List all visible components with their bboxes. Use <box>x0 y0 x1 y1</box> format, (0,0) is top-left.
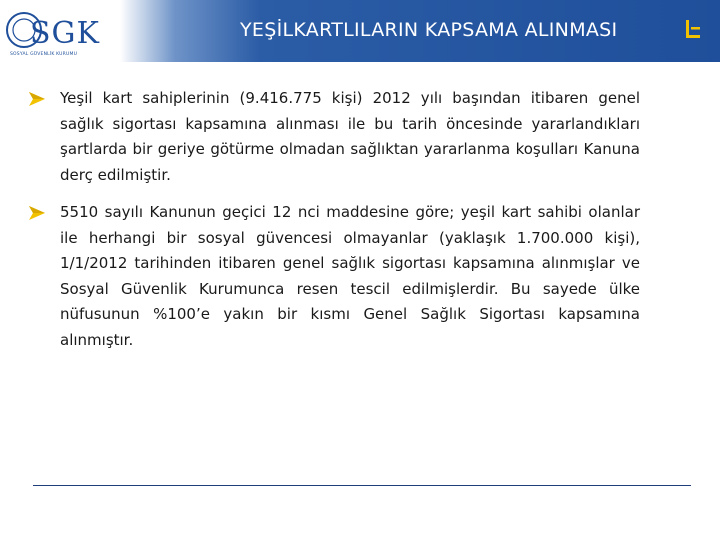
slide-content <box>28 86 640 365</box>
arrow-bullet-icon <box>28 91 46 107</box>
arrow-bullet-icon <box>28 205 46 221</box>
list-item <box>28 86 640 188</box>
page-title: YEŞİLKARTLILARIN KAPSAMA ALINMASI <box>240 19 618 41</box>
logo-text: SGK <box>30 16 100 51</box>
header-bar <box>0 0 720 62</box>
bullet-text: 5510 sayılı Kanunun geçici 12 nci maddesine göre; yeşil kart sahibi olanlar ile herhangi bir sosyal güvencesi olmayanlar (yaklaşık 1.700.000 kişi), 1/1/2012 tarihinden itibaren genel sağlık sigortası kapsamına alınmışlar ve Sosyal Güvenlik Kurumunca resen tescil edilmişlerdir. Bu sayede ülke nüfusunun %100’e yakın bir kısmı Genel Sağlık Sigortası kapsamına alınmıştır. <box>60 203 640 349</box>
title-accent-icon <box>686 18 700 40</box>
bullet-text: Yeşil kart sahiplerinin (9.416.775 kişi) 2012 yılı başından itibaren genel sağlık sigortası kapsamına alınması ile bu tarih öncesinde yararlandıkları şartlarda bir geriye götürme olmadan sağlıktan yararlanma koşulları Kanuna derç edilmiştir. <box>60 89 640 184</box>
sgk-logo <box>4 8 128 60</box>
footer-divider <box>33 485 691 486</box>
list-item <box>28 200 640 353</box>
logo-subtext: SOSYAL GÜVENLİK KURUMU <box>10 52 78 57</box>
